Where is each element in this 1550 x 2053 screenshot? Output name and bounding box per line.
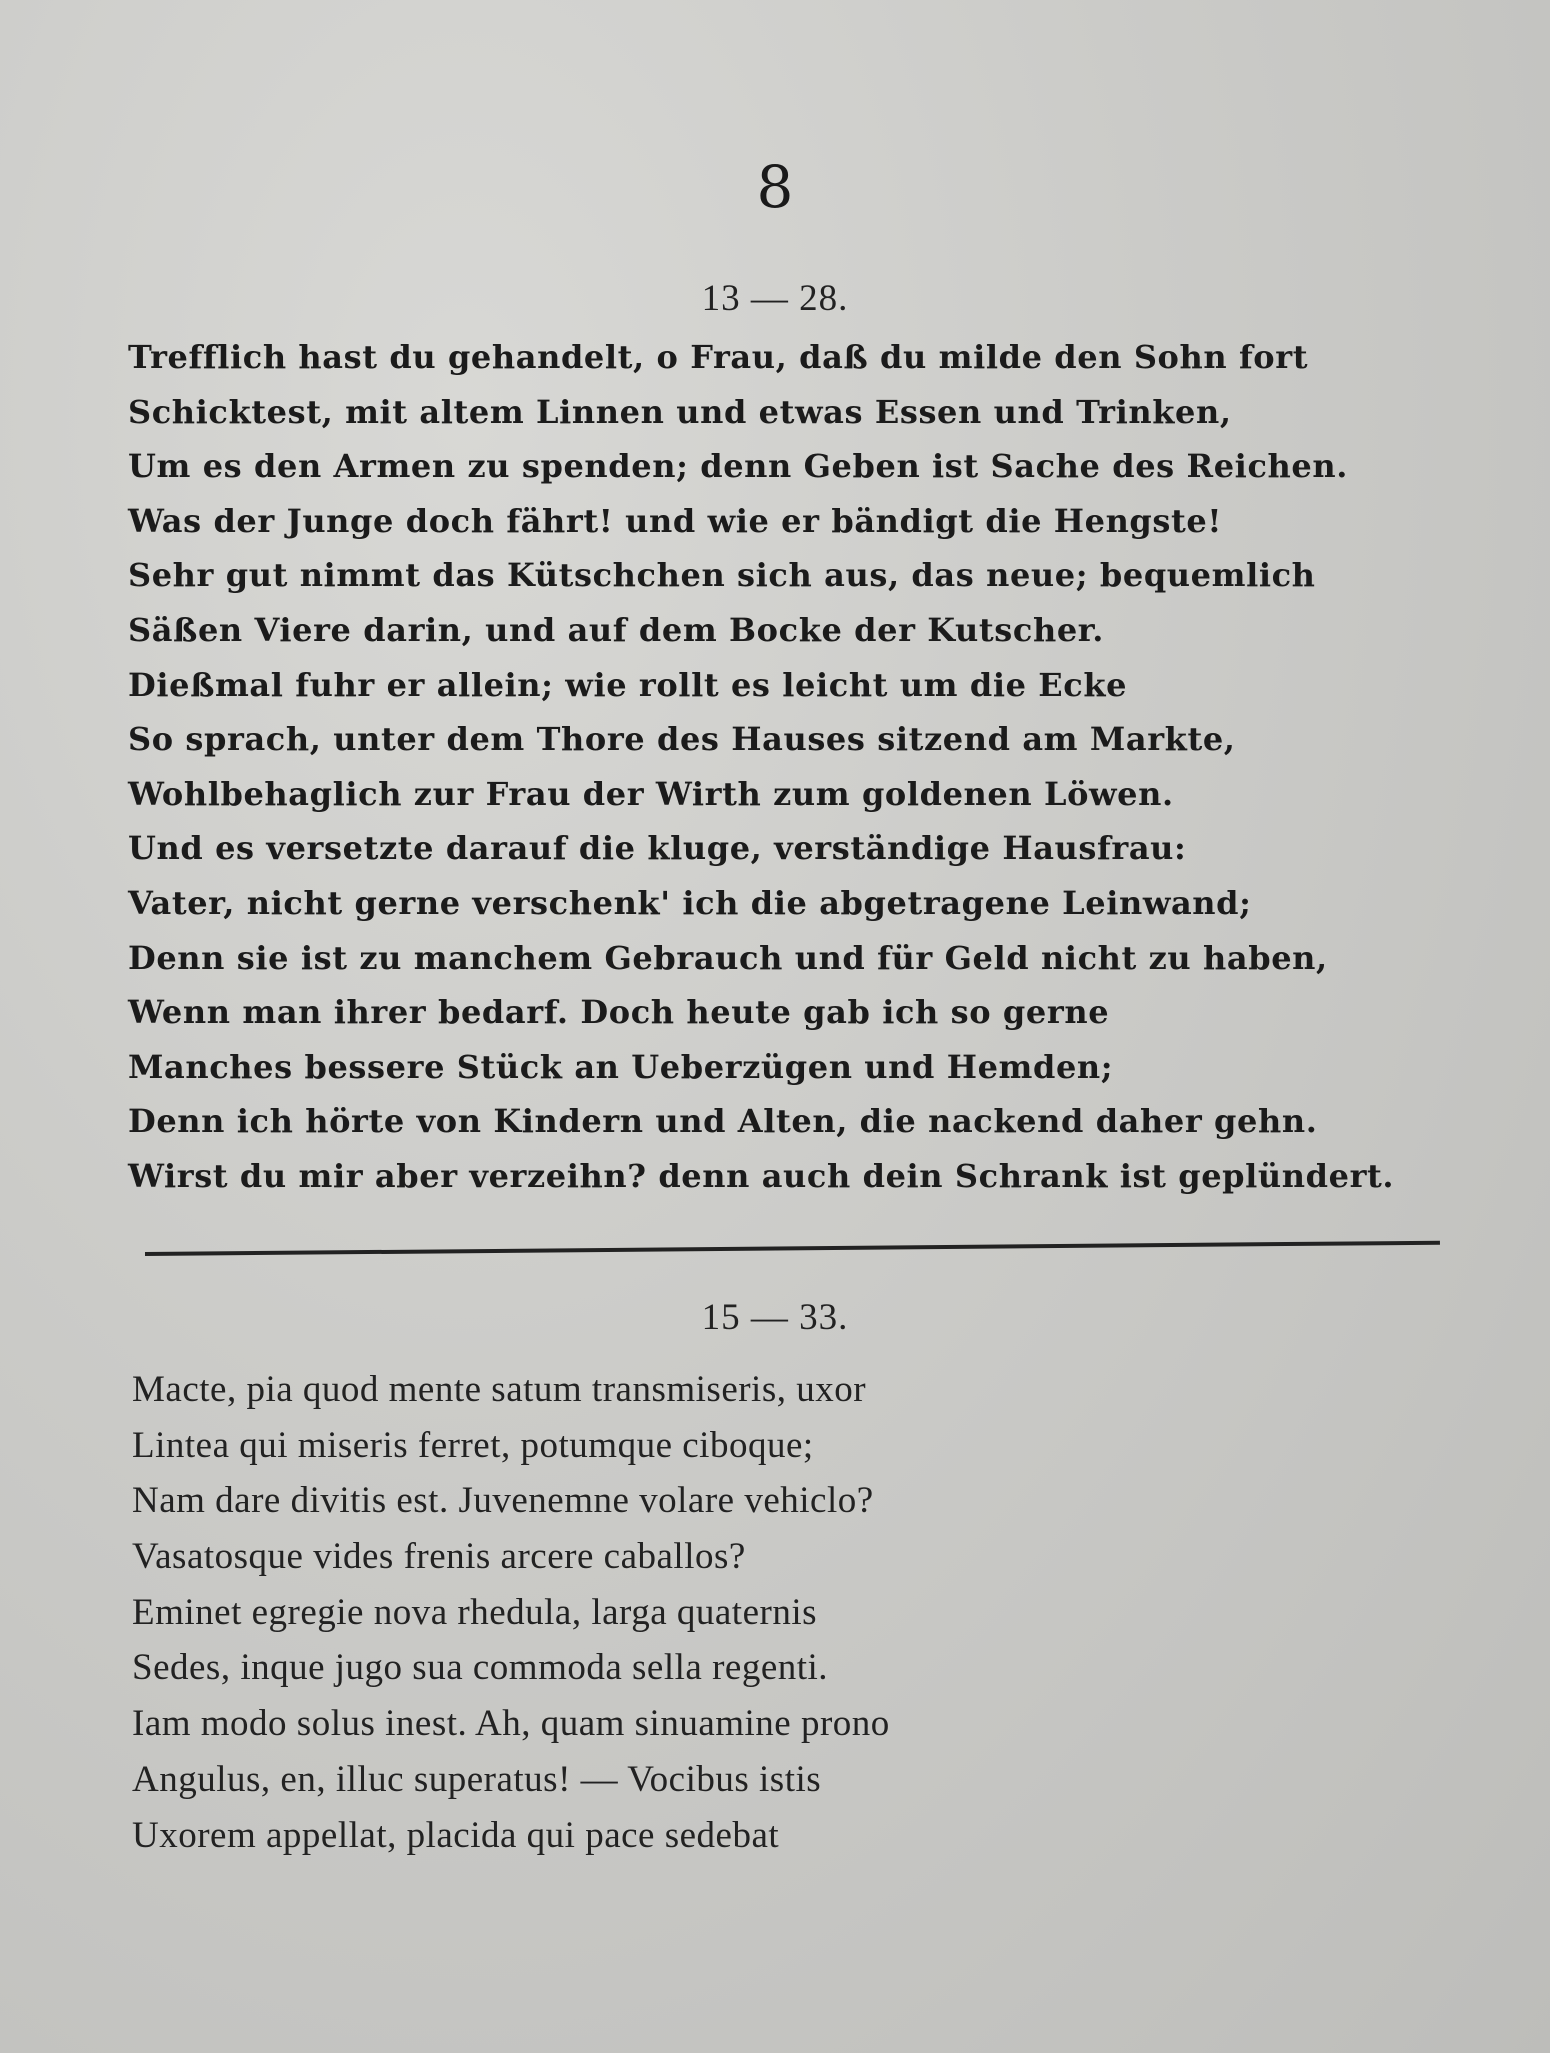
latin-verse-line: Macte, pia quod mente satum transmiseris, uxor xyxy=(132,1369,867,1410)
section-divider-rule xyxy=(145,1241,1440,1256)
latin-verse-line: Lintea qui miseris ferret, potumque ciboque; xyxy=(132,1424,814,1466)
page-number: 8 xyxy=(756,153,794,221)
german-verse-line: Säßen Viere darin, und auf dem Bocke der Kutscher. xyxy=(128,610,1105,649)
german-verse-line: Wenn man ihrer bedarf. Doch heute gab ich so gerne xyxy=(128,993,1110,1032)
latin-section-label: 15 — 33. xyxy=(701,1297,849,1338)
german-verse-line: Trefflich hast du gehandelt, o Frau, daß du milde den Sohn fort xyxy=(128,338,1309,376)
german-verse-line: Manches bessere Stück an Ueberzügen und Hemden; xyxy=(128,1047,1114,1086)
german-verse-line: Wirst du mir aber verzeihn? denn auch dein Schrank ist geplündert. xyxy=(128,1156,1395,1195)
german-verse-line: Denn ich hörte von Kindern und Alten, die nackend daher gehn. xyxy=(128,1102,1318,1141)
german-verse-line: Wohlbehaglich zur Frau der Wirth zum goldenen Löwen. xyxy=(128,774,1174,813)
german-verse-line: Vater, nicht gerne verschenk' ich die abgetragene Leinwand; xyxy=(128,883,1252,922)
german-verse-line: Was der Junge doch fährt! und wie er bändigt die Hengste! xyxy=(128,501,1223,540)
latin-verse-line: Uxorem appellat, placida qui pace sedebat xyxy=(132,1814,780,1856)
latin-verse-block xyxy=(132,1362,1232,1863)
latin-verse-line: Eminet egregie nova rhedula, larga quaternis xyxy=(132,1591,818,1633)
latin-verse-line: Sedes, inque jugo sua commoda sella regenti. xyxy=(132,1647,829,1689)
german-verse-line: Um es den Armen zu spenden; denn Geben ist Sache des Reichen. xyxy=(128,447,1348,486)
latin-verse-line: Nam dare divitis est. Juvenemne volare vehiclo? xyxy=(132,1480,874,1522)
german-verse-line: Und es versetzte darauf die kluge, verständige Hausfrau: xyxy=(128,829,1187,868)
german-verse-line: Dießmal fuhr er allein; wie rollt es leicht um die Ecke xyxy=(128,665,1128,704)
german-verse-line: Schicktest, mit altem Linnen und etwas Essen und Trinken, xyxy=(128,392,1232,431)
german-verse-line: So sprach, unter dem Thore des Hauses sitzend am Markte, xyxy=(128,720,1236,759)
german-verse-line: Denn sie ist zu manchem Gebrauch und für Geld nicht zu haben, xyxy=(128,938,1328,977)
german-section-label: 13 — 28. xyxy=(701,278,849,319)
latin-verse-line: Iam modo solus inest. Ah, quam sinuamine prono xyxy=(132,1703,890,1745)
latin-verse-line: Angulus, en, illuc superatus! — Vocibus istis xyxy=(132,1758,822,1800)
german-verse-line: Sehr gut nimmt das Kütschchen sich aus, das neue; bequemlich xyxy=(128,556,1316,595)
latin-verse-line: Vasatosque vides frenis arcere caballos? xyxy=(132,1536,746,1578)
german-verse-block xyxy=(128,330,1428,1204)
